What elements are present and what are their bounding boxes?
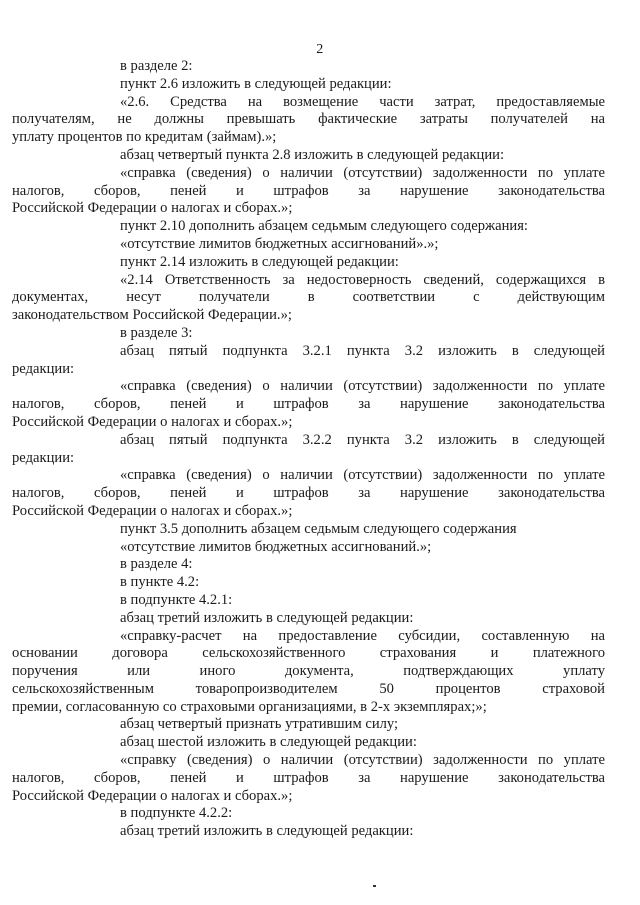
text-line: в разделе 3: [120,324,193,341]
text-line: Российской Федерации о налогах и сборах.»; [12,200,293,217]
scan-mark [373,885,376,887]
text-line: в разделе 2: [120,58,193,74]
text-line: абзац пятый подпункта 3.2.1 пункта 3.2 изложить в следующей [120,342,605,359]
text-line: Российской Федерации о налогах и сборах.»; [12,413,293,430]
text-line: налогов, сборов, пеней и штрафов за нарушение законодательства [12,396,605,413]
text-line: «отсутствие лимитов бюджетных ассигнований».»; [120,235,439,252]
page-number: 2 [316,42,324,57]
text-line: «справка (сведения) о наличии (отсутствии) задолженности по уплате [120,467,605,484]
text-line: Российской Федерации о налогах и сборах.»; [12,502,293,519]
text-line: абзац четвертый признать утратившим силу; [120,716,399,733]
text-line: в подпункте 4.2.1: [120,591,233,608]
text-line: «справку-расчет на предоставление субсидии, составленную на [120,627,605,644]
text-line: уплату процентов по кредитам (займам).»; [12,129,277,146]
text-line: налогов, сборов, пеней и штрафов за нарушение законодательства [12,485,605,502]
text-line: в пункте 4.2: [120,574,200,591]
text-line: абзац шестой изложить в следующей редакции: [120,734,417,751]
text-line: редакции: [12,360,75,377]
text-line: получателям, не должны превышать фактические затраты получателей на [12,111,605,128]
text-line: пункт 2.14 изложить в следующей редакции: [120,253,399,270]
text-line: редакции: [12,449,75,466]
document-body [12,58,605,841]
text-line: в разделе 4: [120,556,193,573]
text-line: законодательством Российской Федерации.»; [12,307,292,324]
text-line: «2.14 Ответственность за недостоверность сведений, содержащихся в [120,271,605,288]
text-line: налогов, сборов, пеней и штрафов за нарушение законодательства [12,769,605,786]
text-line: сельскохозяйственным товаропроизводителем 50 процентов страховой [12,680,605,697]
text-line: пункт 2.6 изложить в следующей редакции: [120,75,392,92]
text-line: абзац третий изложить в следующей редакции: [120,823,414,840]
text-line: абзац третий изложить в следующей редакции: [120,609,414,626]
text-line: «отсутствие лимитов бюджетных ассигнований.»; [120,538,432,555]
text-line: премии, согласованную со страховыми организациями, в 2-х экземплярах;»; [12,698,487,715]
text-line: «справка (сведения) о наличии (отсутствии) задолженности по уплате [120,164,605,181]
text-line: в подпункте 4.2.2: [120,805,233,822]
text-line: абзац пятый подпункта 3.2.2 пункта 3.2 изложить в следующей [120,431,605,448]
text-line: пункт 3.5 дополнить абзацем седьмым следующего содержания [120,520,517,537]
text-line: абзац четвертый пункта 2.8 изложить в следующей редакции: [120,146,505,163]
text-line: «справку (сведения) о наличии (отсутствии) задолженности по уплате [120,752,605,769]
text-line: поручения или иного документа, подтверждающих уплату [12,663,605,680]
text-line: документах, несут получатели в соответствии с действующим [12,289,605,306]
text-line: Российской Федерации о налогах и сборах.»; [12,787,293,804]
text-line: основании договора сельскохозяйственного страхования и платежного [12,645,605,662]
text-line: «справка (сведения) о наличии (отсутствии) задолженности по уплате [120,378,605,395]
text-line: «2.6. Средства на возмещение части затрат, предоставляемые [120,93,605,110]
text-line: пункт 2.10 дополнить абзацем седьмым следующего содержания: [120,218,528,235]
text-line: налогов, сборов, пеней и штрафов за нарушение законодательства [12,182,605,199]
